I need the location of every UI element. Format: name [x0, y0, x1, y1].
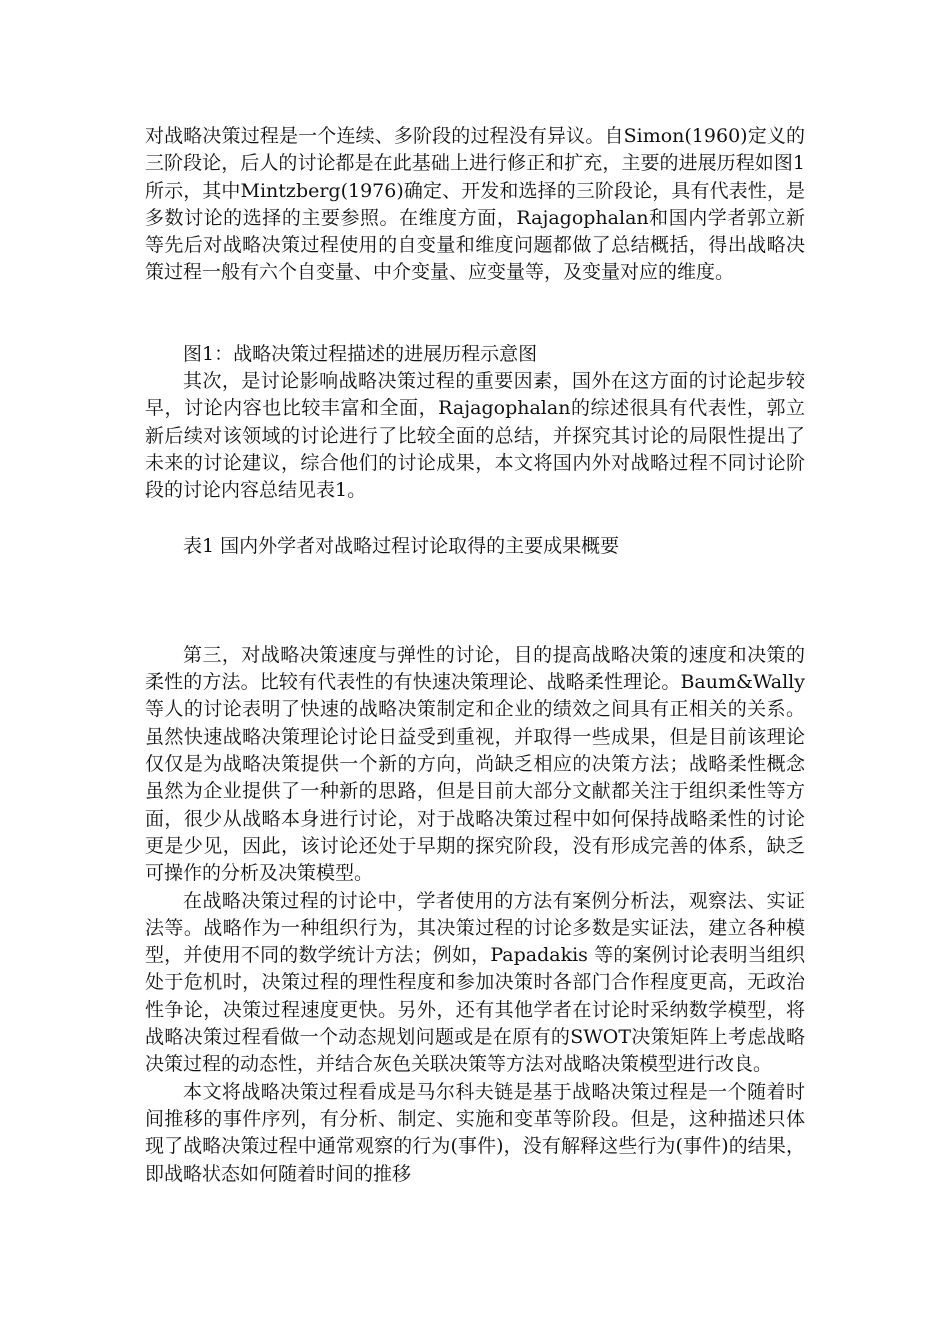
paragraph-intro: 对战略决策过程是一个连续、多阶段的过程没有异议。自Simon(1960)定义的三阶段论，后人的讨论都是在此基础上进行修正和扩充，主要的进展历程如图1所示，其中Mintzberg(1976)确定、开发和选择的三阶段论，具有代表性，是多数讨论的选择的主要参照。在维度方面，Rajagophalan和国内学者郭立新等先后对战略决策过程使用的自变量和维度问题都做了总结概括，得出战略决策过程一般有六个自变量、中介变量、应变量等，及变量对应的维度。 [145, 125, 805, 284]
paragraph-methods: 在战略决策过程的讨论中，学者使用的方法有案例分析法，观察法、实证法等。战略作为一种组织行为，其决策过程的讨论多数是实证法，建立各种模型，并使用不同的数学统计方法；例如，Papadakis 等的案例讨论表明当组织处于危机时，决策过程的理性程度和参加决策时各部门合作程度更高，无政治性争论，决策过程速度更快。另外，还有其他学者在讨论时采纳数学模型，将战略决策过程看做一个动态规划问题或是在原有的SWOT决策矩阵上考虑战略决策过程的动态性，并结合灰色关联决策等方法对战略决策模型进行改良。 [145, 889, 805, 1076]
paragraph-factors: 其次，是讨论影响战略决策过程的重要因素，国外在这方面的讨论起步较早，讨论内容也比较丰富和全面，Rajagophalan的综述很具有代表性，郭立新后续对该领域的讨论进行了比较全面的总结，并探究其讨论的局限性提出了未来的讨论建议，综合他们的讨论成果，本文将国内外对战略过程不同讨论阶段的讨论内容总结见表1。 [145, 370, 805, 502]
table-caption: 表1 国内外学者对战略过程讨论取得的主要成果概要 [183, 534, 620, 557]
paragraph-speed-flexibility: 第三，对战略决策速度与弹性的讨论，目的提高战略决策的速度和决策的柔性的方法。比较有代表性的有快速决策理论、战略柔性理论。Baum&Wally等人的讨论表明了快速的战略决策制定和企业的绩效之间具有正相关的关系。虽然快速战略决策理论讨论日益受到重视，并取得一些成果，但是目前该理论仅仅是为战略决策提供一个新的方向，尚缺乏相应的决策方法；战略柔性概念虽然为企业提供了一种新的思路，但是目前大部分文献都关注于组织柔性等方面，很少从战略本身进行讨论，对于战略决策过程中如何保持战略柔性的讨论更是少见，因此，该讨论还处于早期的探究阶段，没有形成完善的体系，缺乏可操作的分析及决策模型。 [145, 643, 805, 885]
document-page [145, 123, 805, 1188]
figure-placeholder [145, 287, 805, 341]
table-placeholder [145, 560, 805, 642]
paragraph-markov: 本文将战略决策过程看成是马尔科夫链是基于战略决策过程是一个随着时间推移的事件序列，有分析、制定、实施和变革等阶段。但是，这种描述只体现了战略决策过程中通常观察的行为(事件)，没有解释这些行为(事件)的结果，即战略状态如何随着时间的推移 [145, 1080, 805, 1185]
spacer [145, 505, 805, 533]
figure-caption: 图1：战略决策过程描述的进展历程示意图 [183, 342, 538, 365]
